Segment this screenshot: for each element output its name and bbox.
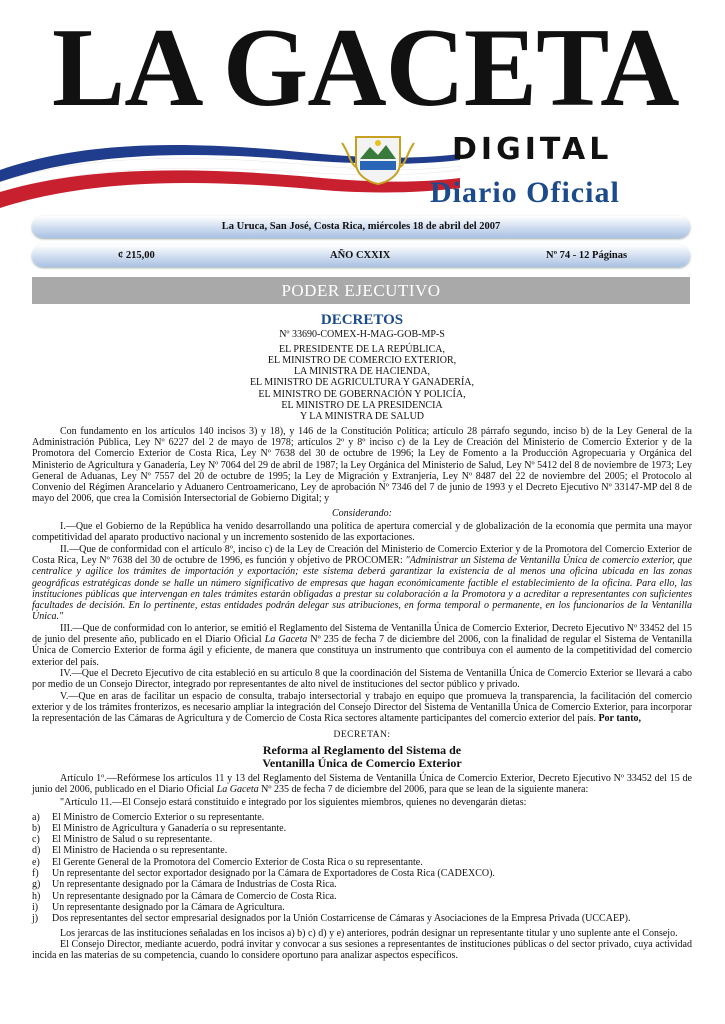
list-item (32, 902, 692, 913)
list-item (32, 845, 692, 856)
decretan-label: DECRETAN: (333, 730, 391, 741)
preamble-paragraph: Con fundamento en los artículos 140 incisos 3) y 18), y 146 de la Constitución Política; artículo 28 párrafo segundo, inciso b) de la Ley General de la Administración Pública, Ley Nº 6227 del 2 de mayo de 1978; artículos 2º y 8º inciso c) de la Ley de Creación del Ministerio de Comercio Exterior y de la Promotora del Comercio Exterior de Costa Rica, Ley Nº 7638 del 30 de octubre de 1996; la Ley de Fomento a la Producción Agropecuaria y Orgánica del Ministerio de Agricultura y Ganadería, Ley Nº 7064 del 29 de abril de 1987; la Ley Orgánica del Ministerio de Salud, Ley Nº 5412 del 8 de noviembre de 1973; Ley General de Aduanas, Ley Nº 7557 del 20 de octubre de 1995; la Ley de Migración y Extranjería, Ley Nº 8487 del 22 de noviembre del 2005; el Protocolo al Convenio del Régimen Arancelario y Aduanero Centroamericano, Ley de aprobación Nº 7346 del 7 de junio de 1993 y el Decreto Ejecutivo Nº 33147-MP del 8 de mayo del 2006, que crea la Comisión Intersectorial de Gobierno Digital; y (32, 425, 692, 505)
article-1 (32, 773, 692, 796)
list-item (32, 823, 692, 834)
authorities-block (32, 344, 692, 423)
list-item (32, 868, 692, 879)
list-item-text: Un representante designado por la Cámara de Comercio de Costa Rica. (52, 890, 337, 902)
list-marker: i) (32, 901, 39, 913)
list-marker: h) (32, 890, 41, 902)
masthead-title: LA GACETA (52, 6, 679, 130)
article-11: "Artículo 11.—El Consejo estará constituido e integrado por los siguientes miembros, quienes no devengarán dietas: (60, 797, 527, 809)
considerando-iii (32, 623, 692, 668)
considerando-iv: IV.—Que el Decreto Ejecutivo de cita estableció en su artículo 8 que la coordinación del Sistema de Ventanilla Única de Comercio Exterior se llevará a cabo por medio de un Consejo Director, integrado por representantes de alto nivel de instituciones del sector público y privado. (32, 667, 692, 691)
considerando-ii-text: II.—Que de conformidad con el artículo 8º, inciso c) de la Ley de Creación del Ministerio de Comercio Exterior y de la Promotora del Comercio Exterior de Costa Rica, Ley Nº 7638 del 30 de octubre de 1996, es función y objetivo de PROCOMER: (32, 543, 692, 566)
council-members-list (32, 812, 692, 925)
reforma-title (32, 744, 692, 770)
gaceta-reference: La Gaceta (216, 783, 259, 795)
coat-of-arms-icon (338, 133, 418, 185)
issue-price: ¢ 215,00 (118, 250, 155, 261)
list-item-text: Un representante del sector exportador designado por la Cámara de Exportadores de Costa Rica (CADEXCO). (52, 868, 495, 880)
issue-info-bar (32, 245, 690, 267)
document-body (32, 310, 692, 961)
list-item-text: El Ministro de Salud o su representante. (52, 834, 213, 846)
list-item-text: El Ministro de Comercio Exterior o su representante. (52, 811, 265, 823)
article-1-text-end: Nº 235 de fecha 7 de diciembre del 2006, para que se lean de la siguiente manera: (258, 783, 589, 795)
authority-line: EL MINISTRO DE GOBERNACIÓN Y POLICÍA, (258, 388, 466, 400)
list-marker: f) (32, 868, 39, 880)
masthead (0, 0, 725, 215)
list-item (32, 913, 692, 924)
masthead-tagline: Diario Oficial (430, 176, 620, 209)
issue-year: AÑO CXXIX (330, 250, 391, 261)
authority-line: EL MINISTRO DE AGRICULTURA Y GANADERÍA, (249, 377, 475, 389)
list-item-text: Un representante designado por la Cámara de Agricultura. (52, 901, 285, 913)
considerando-ii-quote: "Administrar un Sistema de Ventanilla Única de comercio exterior, que centralice y agilice los trámites de importación y exportación; este sistema deberá garantizar la existencia de al menos una oficina ubicada en las zonas geográficas estratégicas donde se halle un número significativo de empresas que hagan económicamente factible el establecimiento de la oficina. Para ello, las instituciones públicas que intervengan en tales trámites estarán obligadas a prestar su colaboración a la Promotora y a acreditar a representantes con suficientes facultades de decisión. En lo pertinente, estas entidades podrán delegar sus atribuciones, en forma temporal o permanente, en los funcionarios de la Ventanilla Única." (32, 554, 692, 623)
considerando-v (32, 691, 692, 725)
decree-number: Nº 33690-COMEX-H-MAG-GOB-MP-S (279, 329, 445, 341)
location-date: La Uruca, San José, Costa Rica, miércoles 18 de abril del 2007 (221, 221, 501, 232)
list-marker: a) (32, 811, 40, 823)
reforma-title-line: Ventanilla Única de Comercio Exterior (262, 755, 462, 770)
authority-line: EL MINISTRO DE LA PRESIDENCIA (281, 400, 443, 412)
masthead-subtitle: DIGITAL (452, 132, 613, 167)
considerando-v-text: V.—Que en aras de facilitar un espacio de consulta, trabajo intersectorial y trabajo en equipo que promueva la transparencia, la facilitación del comercio exterior y de los trámites fronterizos, es necesario ampliar la integración del Consejo Director del Sistema de Ventanilla Única de Comercio Exterior, para incorporar la representación de las Cámaras de Agricultura y de Comercio de Costa Rica sectores altamente participantes del comercio exterior del país. (32, 690, 693, 725)
gaceta-reference: La Gaceta (264, 634, 308, 646)
list-marker: g) (32, 879, 41, 891)
list-marker: d) (32, 845, 41, 857)
list-item-text: El Gerente General de la Promotora del Comercio Exterior de Costa Rica o su representante. (52, 856, 423, 868)
authority-line: Y LA MINISTRA DE SALUD (299, 411, 425, 423)
authority-line: EL MINISTRO DE COMERCIO EXTERIOR, (267, 354, 457, 366)
list-item (32, 879, 692, 890)
considerando-iii-text: III.—Que de conformidad con lo anterior, se emitió el Reglamento del Sistema de Ventanilla Única de Comercio Exterior, Decreto Ejecutivo Nº 33452 del 15 de junio del presente año, publicado en el Diario Oficial (32, 622, 692, 646)
por-tanto: Por tanto, (598, 713, 642, 725)
location-date-bar (32, 216, 690, 238)
article-1-text: Artículo 1º.—Refórmese los artículos 11 y 13 del Reglamento del Sistema de Ventanilla Única de Comercio Exterior, Decreto Ejecutivo Nº 33452 del 15 de junio del 2006, publicado en el Diario Oficial (32, 772, 692, 795)
jerarcas-paragraph: Los jerarcas de las instituciones señaladas en los incisos a) b) c) d) y e) anteriores, podrán designar un representante titular y uno suplente ante el Consejo. (60, 927, 678, 939)
list-marker: c) (32, 834, 40, 846)
list-marker: e) (32, 856, 40, 868)
list-marker: b) (32, 822, 41, 834)
consejo-paragraph: El Consejo Director, mediante acuerdo, podrá invitar y convocar a sus sesiones a representantes de instituciones públicas o del sector privado, cuya actividad incida en las materias de su competencia, cuando lo considere oportuno para analizar aspectos específicos. (32, 938, 692, 962)
list-item-text: Dos representantes del sector empresarial designados por la Unión Costarricense de Cámaras y Asociaciones de la Empresa Privada (UCCAEP). (52, 913, 631, 925)
section-banner: PODER EJECUTIVO (32, 277, 690, 304)
considerando-i: I.—Que el Gobierno de la República ha venido desarrollando una política de apertura comercial y de globalización de la economía que permita una mayor competitividad del aparato productivo nacional y un incremento sostenido de las exportaciones. (32, 521, 692, 544)
authority-line: EL PRESIDENTE DE LA REPÚBLICA, (278, 343, 445, 355)
list-item-text: Un representante designado por la Cámara de Industrias de Costa Rica. (52, 879, 337, 891)
list-item (32, 834, 692, 845)
list-item (32, 857, 692, 868)
list-item (32, 812, 692, 823)
list-item (32, 891, 692, 902)
authority-line: LA MINISTRA DE HACIENDA, (293, 366, 431, 378)
considerando-ii (32, 544, 692, 623)
list-item-text: El Ministro de Agricultura y Ganadería o su representante. (52, 822, 287, 834)
considerando-heading: Considerando: (332, 507, 392, 519)
list-item-text: El Ministro de Hacienda o su representante. (52, 845, 228, 857)
section-heading: DECRETOS (320, 312, 404, 328)
reforma-title-line: Reforma al Reglamento del Sistema de (262, 742, 462, 757)
considerando-iii-text-end: Nº 235 de fecha 7 de diciembre del 2006, con la finalidad de regular el Sistema de Ventanilla Única de Comercio Exterior de forma ágil y eficiente, de manera que constituya un instrumento que contribuya con el aumento de la competitividad del comercio exterior del país. (32, 634, 692, 668)
issue-number-pages: Nº 74 - 12 Páginas (546, 250, 628, 261)
list-marker: j) (32, 913, 39, 925)
